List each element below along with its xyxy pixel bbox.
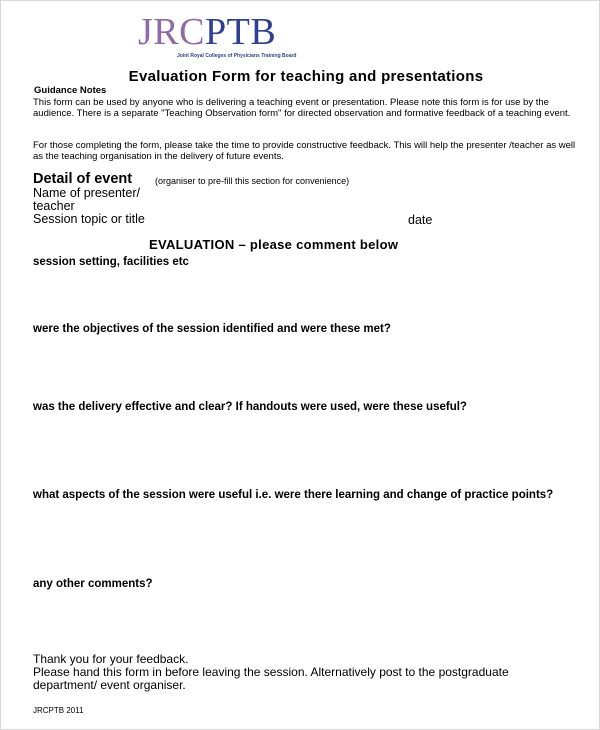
- presenter-field-label: Name of presenter/ teacher: [33, 186, 140, 213]
- jrcptb-logo: [138, 13, 276, 51]
- question-delivery: was the delivery effective and clear? If handouts were used, were these useful?: [33, 401, 467, 413]
- thanks-block: [33, 653, 573, 692]
- session-topic-label: Session topic or title: [33, 212, 145, 226]
- logo-jrc-text: JRC: [138, 11, 205, 53]
- guidance-paragraph-2: For those completing the form, please take the time to provide constructive feedback. This will help the presenter /teacher as well as the teaching organisation in the delivery of future events.: [33, 140, 576, 162]
- logo-subtitle: Joint Royal Colleges of Physicians Training Board: [177, 53, 297, 59]
- guidance-paragraph-1: This form can be used by anyone who is delivering a teaching event or presentation. Please note this form is for use by the audience. There is a separate "Teaching Observation form" for directed observation and formative feedback of a teaching event.: [33, 97, 571, 119]
- thanks-line-2: Please hand this form in before leaving the session. Alternatively post to the postgraduate department/ event organiser.: [33, 665, 509, 692]
- detail-note: (organiser to pre-fill this section for convenience): [155, 176, 350, 186]
- evaluation-heading: EVALUATION – please comment below: [149, 237, 399, 252]
- footer-text: JRCPTB 2011: [33, 706, 84, 715]
- thanks-line-1: Thank you for your feedback.: [33, 652, 189, 666]
- guidance-heading: Guidance Notes: [34, 85, 107, 96]
- question-session-setting: session setting, facilities etc: [33, 256, 189, 268]
- detail-heading: Detail of event: [33, 171, 133, 187]
- logo-ptb-text: PTB: [204, 11, 277, 53]
- question-useful-aspects: what aspects of the session were useful i.e. were there learning and change of practice points?: [33, 489, 554, 501]
- form-title: Evaluation Form for teaching and presentations: [128, 68, 484, 85]
- date-label: date: [408, 213, 433, 227]
- question-other-comments: any other comments?: [33, 578, 153, 590]
- question-objectives: were the objectives of the session identified and were these met?: [33, 323, 391, 335]
